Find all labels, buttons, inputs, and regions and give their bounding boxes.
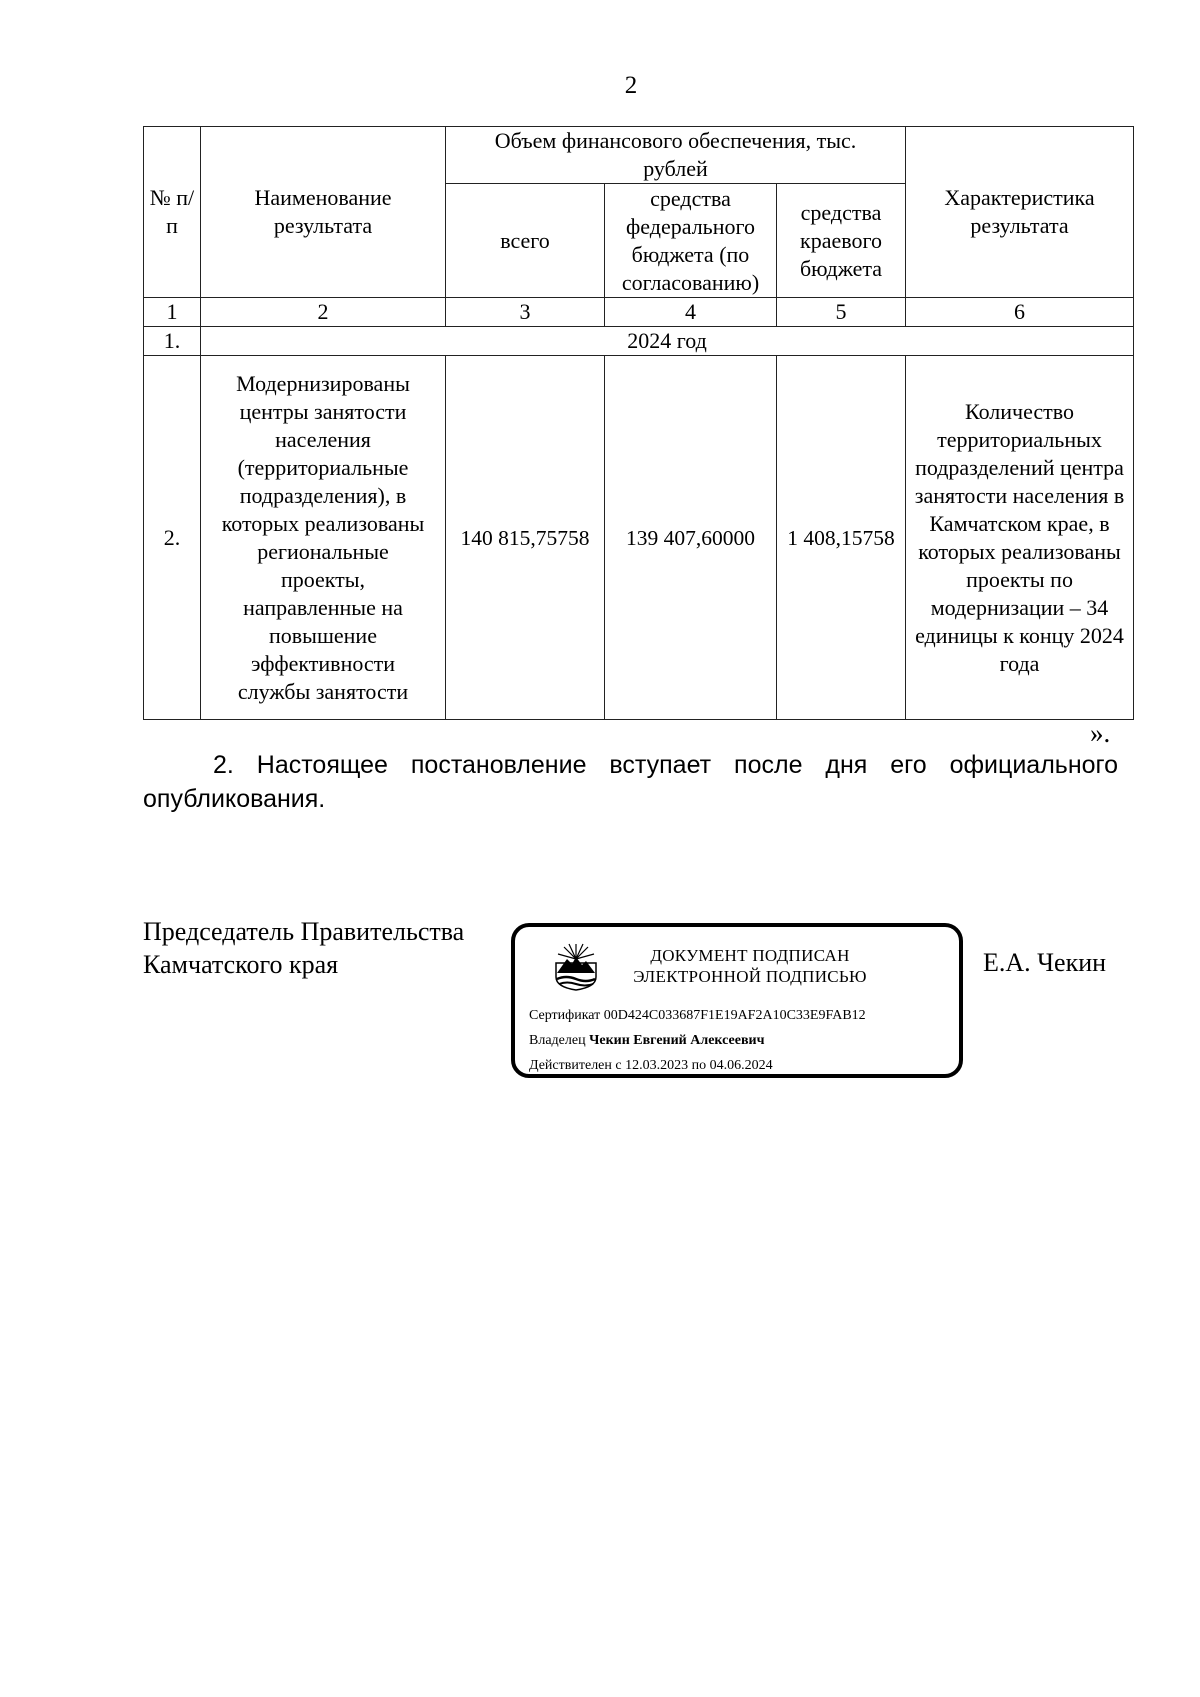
year-row (144, 327, 1134, 356)
column-number: 6 (906, 298, 1134, 327)
year-row-num: 1. (144, 327, 201, 356)
header-row (144, 127, 1134, 184)
results-table (143, 126, 1134, 720)
stamp-certificate (529, 1008, 866, 1024)
header-federal: средства федерального бюджета (по согласованию) (605, 184, 777, 298)
header-finance-group: Объем финансового обеспечения, тыс. рублей (446, 127, 906, 184)
header-regional: средства краевого бюджета (777, 184, 906, 298)
row-regional: 1 408,15758 (777, 356, 906, 720)
table-row (144, 356, 1134, 720)
stamp-owner (529, 1033, 764, 1049)
signer-name: Е.А. Чекин (983, 948, 1107, 977)
stamp-title-line1: ДОКУМЕНТ ПОДПИСАН (650, 946, 850, 965)
stamp-owner-label: Владелец (529, 1033, 586, 1048)
stamp-valid-to: 04.06.2024 (709, 1058, 773, 1073)
header-characteristic: Характеристика результата (906, 127, 1134, 298)
column-number: 4 (605, 298, 777, 327)
stamp-owner-value: Чекин Евгений Алексеевич (589, 1033, 765, 1048)
kamchatka-coat-of-arms-icon (553, 941, 599, 996)
column-numbers-row (144, 298, 1134, 327)
signatory-position (143, 915, 464, 981)
signatory-position-line1: Председатель Правительства (143, 917, 465, 946)
stamp-certificate-value: 00D424C033687F1E19AF2A10C33E9FAB12 (603, 1008, 866, 1023)
stamp-title-line2: ЭЛЕКТРОННОЙ ПОДПИСЬЮ (633, 967, 867, 986)
column-number: 2 (201, 298, 446, 327)
stamp-valid-from: 12.03.2023 (625, 1058, 689, 1073)
stamp-title (615, 945, 885, 987)
row-characteristic: Количество территориальных подразделений центра занятости населения в Камчатском крае, в которых реализованы проекты по модернизации – 34 единицы к концу 2024 года (906, 356, 1134, 720)
column-number: 5 (777, 298, 906, 327)
electronic-signature-stamp (511, 923, 963, 1078)
column-number: 1 (144, 298, 201, 327)
page-number: 2 (624, 72, 638, 99)
row-total: 140 815,75758 (446, 356, 605, 720)
resolution-paragraph: 2. Настоящее постановление вступает после дня его официального опубликования. (143, 751, 1118, 813)
stamp-certificate-label: Сертификат (529, 1008, 601, 1023)
header-num: № п/п (144, 127, 201, 298)
signatory-position-line2: Камчатского края (143, 950, 339, 979)
stamp-validity (529, 1058, 773, 1074)
row-num: 2. (144, 356, 201, 720)
stamp-valid-to-label: по (691, 1058, 707, 1073)
row-name: Модернизированы центры занятости населения (территориальные подразделения), в которых реализованы региональные проекты, направленные на повышение эффективности службы занятости (201, 356, 446, 720)
header-name: Наименование результата (201, 127, 446, 298)
header-total: всего (446, 184, 605, 298)
closing-quote: ». (1090, 718, 1111, 748)
year-row-label: 2024 год (201, 327, 1134, 356)
stamp-valid-label: Действителен с (529, 1058, 622, 1073)
column-number: 3 (446, 298, 605, 327)
row-federal: 139 407,60000 (605, 356, 777, 720)
